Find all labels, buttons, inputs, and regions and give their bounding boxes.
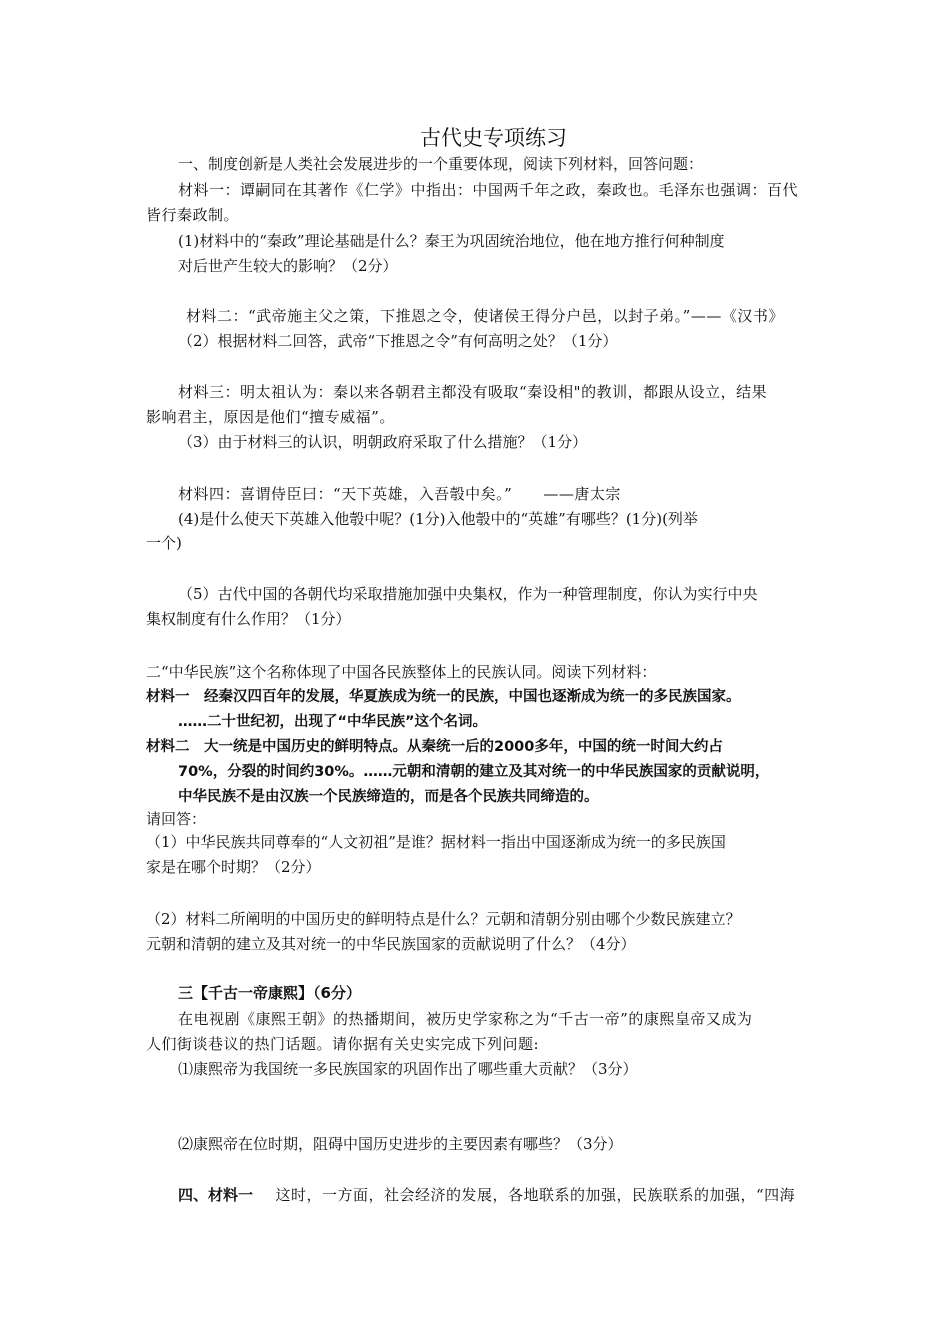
q4-label: 四、材料一 (178, 1186, 254, 1204)
q4-text: 这时，一方面，社会经济的发展，各地联系的加强，民族联系的加强，“四海 (260, 1186, 796, 1204)
q2-material-2-cont2: 中华民族不是由汉族一个民族缔造的，而是各个民族共同缔造的。 (178, 789, 599, 805)
q1-sub1: (1)材料中的“秦政”理论基础是什么？秦王为巩固统治地位，他在地方推行何种制度 (178, 232, 725, 250)
q1-material-2: 材料二：“武帝施主父之策，下推恩之令，使诸侯王得分户邑，以封子弟。”——《汉书》 (186, 307, 784, 325)
q3-intro: 在电视剧《康熙王朝》的热播期间，被历史学家称之为“千古一帝”的康熙皇帝又成为 (178, 1010, 753, 1028)
q2-sub1: （1）中华民族共同尊奉的“人文初祖”是谁？据材料一指出中国逐渐成为统一的多民族国 (146, 833, 726, 851)
page-title: 古代史专项练习 (420, 126, 567, 150)
q2-material-2: 材料二 大一统是中国历史的鲜明特点。从秦统一后的2000多年，中国的统一时间大约占 (146, 739, 723, 755)
q3-heading: 三【千古一帝康熙】（6分） (178, 984, 361, 1002)
q2-ask: 请回答： (146, 810, 207, 828)
q1-sub1-cont: 对后世产生较大的影响？（2分） (178, 257, 398, 275)
q1-sub4: (4)是什么使天下英雄入他彀中呢？(1分)入他彀中的“英雄”有哪些？(1分)(列举 (178, 510, 698, 528)
q3-sub1: ⑴康熙帝为我国统一多民族国家的巩固作出了哪些重大贡献？（3分） (178, 1060, 638, 1078)
q1-sub5-cont: 集权制度有什么作用？（1分） (146, 610, 351, 628)
q3-intro-cont: 人们街谈巷议的热门话题。请你据有关史实完成下列问题: (146, 1035, 540, 1053)
q2-material-1-cont: ……二十世纪初，出现了“中华民族”这个名词。 (178, 714, 488, 730)
q1-material-1-cont: 皆行秦政制。 (146, 206, 240, 224)
q2-sub2-cont: 元朝和清朝的建立及其对统一的中华民族国家的贡献说明了什么？（4分） (146, 935, 636, 953)
q1-intro: 一、制度创新是人类社会发展进步的一个重要体现，阅读下列材料，回答问题： (178, 155, 704, 173)
q1-sub4-cont: 一个) (146, 534, 182, 552)
q2-material-2-cont: 70%，分裂的时间约30%。……元朝和清朝的建立及其对统一的中华民族国家的贡献说明， (178, 764, 770, 780)
q1-material-4: 材料四：喜谓侍臣曰：“天下英雄，入吾彀中矣。” ——唐太宗 (178, 485, 621, 503)
q1-sub2: （2）根据材料二回答，武帝“下推恩之令”有何高明之处？（1分） (178, 332, 618, 350)
q2-intro: 二“中华民族”这个名称体现了中国各民族整体上的民族认同。阅读下列材料： (146, 663, 657, 681)
q1-material-1: 材料一：谭嗣同在其著作《仁学》中指出：中国两千年之政，秦政也。毛泽东也强调：百代 (178, 181, 799, 199)
q1-material-3-cont: 影响君主，原因是他们“擅专威福”。 (146, 408, 395, 426)
q1-sub5: （5）古代中国的各朝代均采取措施加强中央集权，作为一种管理制度，你认为实行中央 (178, 585, 758, 603)
q2-sub1-cont: 家是在哪个时期？（2分） (146, 858, 321, 876)
q1-material-3: 材料三：明太祖认为：秦以来各朝君主都没有吸取“秦设相"的教训，都跟从设立，结果 (178, 383, 768, 401)
q3-sub2: ⑵康熙帝在位时期，阻碍中国历史进步的主要因素有哪些？（3分） (178, 1135, 623, 1153)
q2-material-1: 材料一 经秦汉四百年的发展，华夏族成为统一的民族，中国也逐渐成为统一的多民族国家。 (146, 689, 741, 705)
q2-sub2: （2）材料二所阐明的中国历史的鲜明特点是什么？元朝和清朝分别由哪个少数民族建立？ (146, 910, 741, 928)
q1-sub3: （3）由于材料三的认识，明朝政府采取了什么措施？（1分） (178, 433, 588, 451)
